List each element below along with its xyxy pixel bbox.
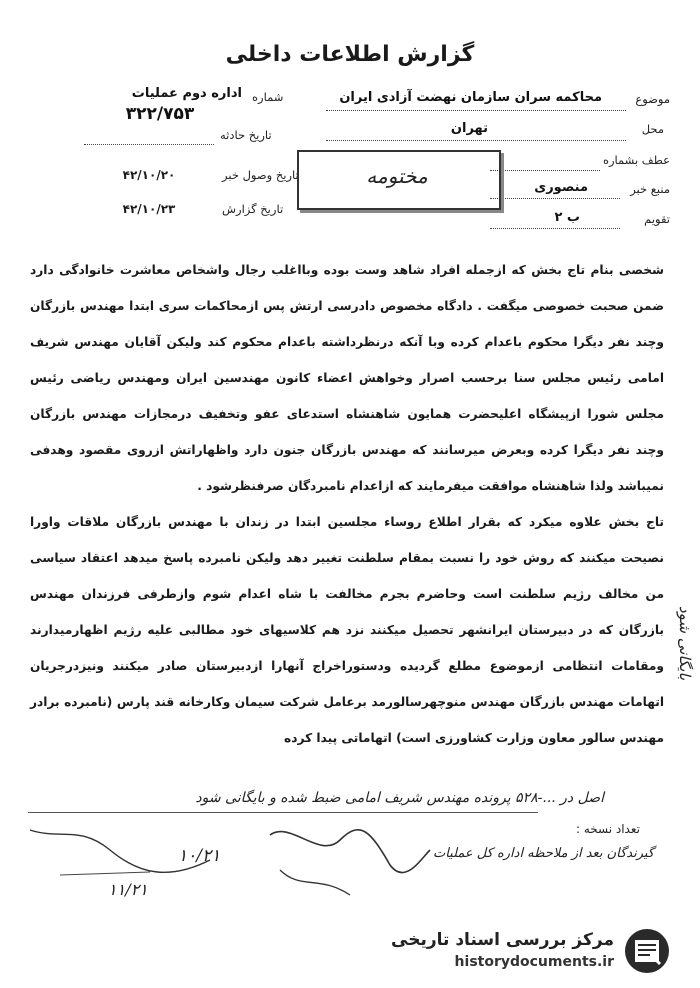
report-title: گزارش اطلاعات داخلی	[225, 42, 475, 67]
office-value: اداره دوم عملیات	[131, 86, 242, 101]
rating-line	[490, 228, 620, 229]
rating-value: ب ۲	[554, 210, 580, 225]
ref-label: عطف بشماره	[602, 153, 670, 167]
place-label: محل	[641, 122, 664, 136]
number-label: شماره	[252, 90, 284, 104]
number-value: ۳۲۲/۷۵۳	[125, 104, 195, 124]
copies-label: تعداد نسخه :	[575, 822, 640, 836]
margin-note: بایگانی شود	[676, 605, 694, 680]
bottom-handwritten-note: اصل در ...-۵۲۸ پرونده مهندس شریف امامی ضبط شده و بایگانی شود	[195, 790, 604, 806]
report-date-label: تاریخ گزارش	[222, 202, 284, 216]
event-date-line	[84, 144, 214, 145]
divider-line	[28, 812, 538, 813]
signature-scribbles	[20, 820, 440, 910]
left-note-2: ۱۱/۲۱	[108, 880, 148, 899]
footer-website: historydocuments.ir	[454, 954, 614, 970]
source-label: منبع خبر	[630, 182, 670, 196]
copies-note: گیرندگان بعد از ملاحظه اداره کل عملیات	[432, 846, 654, 861]
archive-logo-icon	[622, 926, 672, 976]
rating-label: تقویم	[644, 212, 670, 226]
ref-line	[490, 170, 600, 171]
report-body	[30, 252, 664, 756]
subject-line	[326, 110, 626, 111]
body-paragraph-2: تاج بخش علاوه میکرد که بقرار اطلاع روساء مجلسین ابتدا در زندان با مهندس بازرگان ملاقات واورا نصیحت میکنند که روش خود را نسبت بمقام سلطنت تغییر دهد ولیکن نامبرده پاسخ میدهد اعتقاد سیاسی من مخالف رژیم سلطنت است وحاضرم بجرم مخالفت با شاه اعدام شوم وازطرفی فرزندان مهندس بازرگان که در دبیرستان ایرانشهر تحصیل میکنند نزد هم کلاسیهای خود مطالبی علیه رژیم اظهارمیدارند ومقامات انتظامی ازموضوع مطلع گردیده ودستوراخراج آنهارا ازدبیرستان صادر میکنند ونیزدرجریان اتهامات مهندس بازرگان مهندس منوچهرسالورمد برعامل شرکت سیمان وکارخانه قند پارس (نامبرده برادر مهندس سالور معاون وزارت کشاورزی است) اتهاماتی پیدا کرده	[30, 515, 664, 745]
left-note-1: ۱۰/۲۱	[178, 846, 221, 866]
received-date-label: تاریخ وصول خبر	[222, 168, 299, 182]
footer-watermark	[366, 926, 686, 980]
footer-org-name: مرکز بررسی اسناد تاریخی	[391, 930, 614, 950]
subject-label: موضوع	[635, 92, 670, 106]
subject-value: محاکمه سران سازمان نهضت آزادی ایران	[339, 90, 602, 105]
body-paragraph-1: شخصی بنام تاج بخش که ازجمله افراد شاهد وست بوده وبااغلب رجال واشخاص معاشرت خانوادگی دارد ضمن صحبت خصوصی میگفت . دادگاه مخصوص دادرسی ارتش پس ازمحاکمات سری ابتدا مهندس بازرگان وچند نفر دیگرا محکوم باعدام کرده وبا آنکه درنظرداشته باعدام محکوم کند ولیکن آقایان مهندس شریف امامی رئیس مجلس سنا برحسب اصرار وخواهش اعضاء کانون مهندسین ایران ومهندس ریاضی رئیس مجلس شورا ازپیشگاه اعلیحضرت همایون شاهنشاه استدعای عفو وتخفیف درمجازات مهندس بازرگان وچند نفر دیگرا کرده وبعرض میرسانند که مهندس بازرگان جنون دارد واظهاراتش ازروی مقصود وهدفی نمیباشد ولذا شاهنشاه موافقت میفرمایند که ازاعدام نامبردگان صرفنظرشود .	[30, 263, 664, 493]
stamp-handwriting: مختومه	[366, 164, 428, 188]
report-date-value: ۴۲/۱۰/۲۳	[122, 202, 176, 216]
source-value: منصوری	[534, 180, 588, 195]
source-line	[490, 198, 620, 199]
place-value: تهران	[450, 121, 488, 136]
place-line	[326, 140, 626, 141]
received-date-value: ۴۲/۱۰/۲۰	[122, 168, 176, 182]
stamp-box	[297, 150, 501, 210]
event-date-label: تاریخ حادثه	[220, 128, 272, 142]
